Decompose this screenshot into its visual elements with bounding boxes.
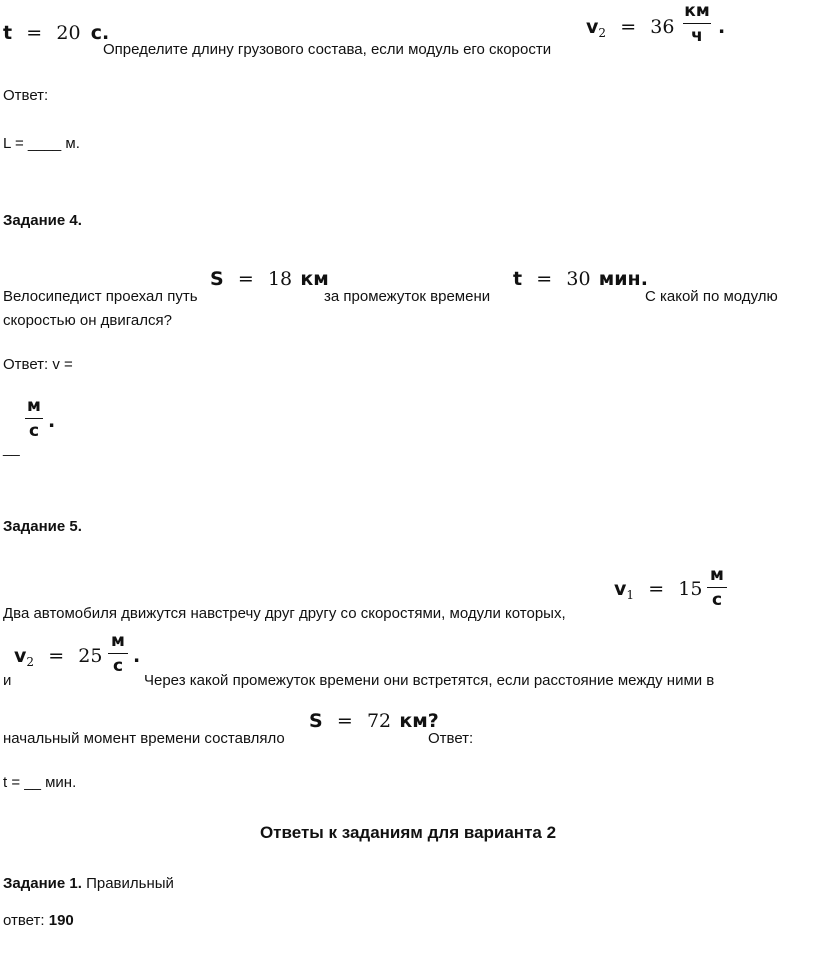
answers-task1-answer: ответ: 190 — [3, 912, 74, 929]
v2-dot-task5: . — [133, 645, 141, 667]
formula-t-20: t = 20 с. — [3, 22, 110, 44]
task3-answer-label: Ответ: — [3, 87, 49, 104]
task5-heading: Задание 5. — [3, 518, 82, 535]
formula-v1-15: $v_1 = 15$ — [614, 578, 703, 602]
fraction-km-per-h: км ч — [684, 1, 710, 46]
task5-text-line3: начальный момент времени составляло — [3, 730, 285, 747]
formula-t-30: t = 30 мин. — [513, 268, 648, 290]
answers-heading: Ответы к заданиям для варианта 2 — [259, 823, 557, 842]
task4-blank: __ — [3, 440, 20, 457]
formula-v2-25: $v_2 = 25$ — [14, 645, 103, 669]
task5-text-line2: Через какой промежуток времени они встретятся, если расстояние между ними в — [144, 672, 715, 689]
fraction-v1-m-per-s: м с — [707, 566, 727, 610]
task5-text-line1: Два автомобиля движутся навстречу друг другу со скоростями, модули которых, — [3, 605, 566, 622]
v2-dot: . — [718, 16, 726, 38]
formula-s-72: S = 72 км? — [309, 710, 439, 732]
task4-text-middle: за промежуток времени — [324, 288, 491, 305]
formula-s-18: S = 18 км — [210, 268, 329, 290]
task4-answer-label: Ответ: v = — [3, 356, 73, 373]
answers-task1: Задание 1. Правильный — [3, 875, 174, 892]
task4-text-line2: скоростью он двигался? — [3, 312, 172, 329]
unit-dot: . — [48, 410, 56, 432]
fraction-m-per-s: м с — [25, 397, 43, 441]
task5-answer-line: t = __ мин. — [3, 774, 77, 791]
task3-answer-line: L = ____ м. — [3, 135, 80, 152]
task5-and: и — [3, 672, 12, 689]
task4-text-before: Велосипедист проехал путь — [3, 288, 198, 305]
task5-answer-label: Ответ: — [428, 730, 474, 747]
formula-v2-36: $v_2 = 36$ — [586, 16, 675, 40]
fraction-v2-m-per-s: м с — [108, 632, 128, 676]
task4-text-after: С какой по модулю — [645, 288, 778, 305]
task3-question: Определите длину грузового состава, если модуль его скорости — [103, 41, 552, 58]
task4-heading: Задание 4. — [3, 212, 82, 229]
